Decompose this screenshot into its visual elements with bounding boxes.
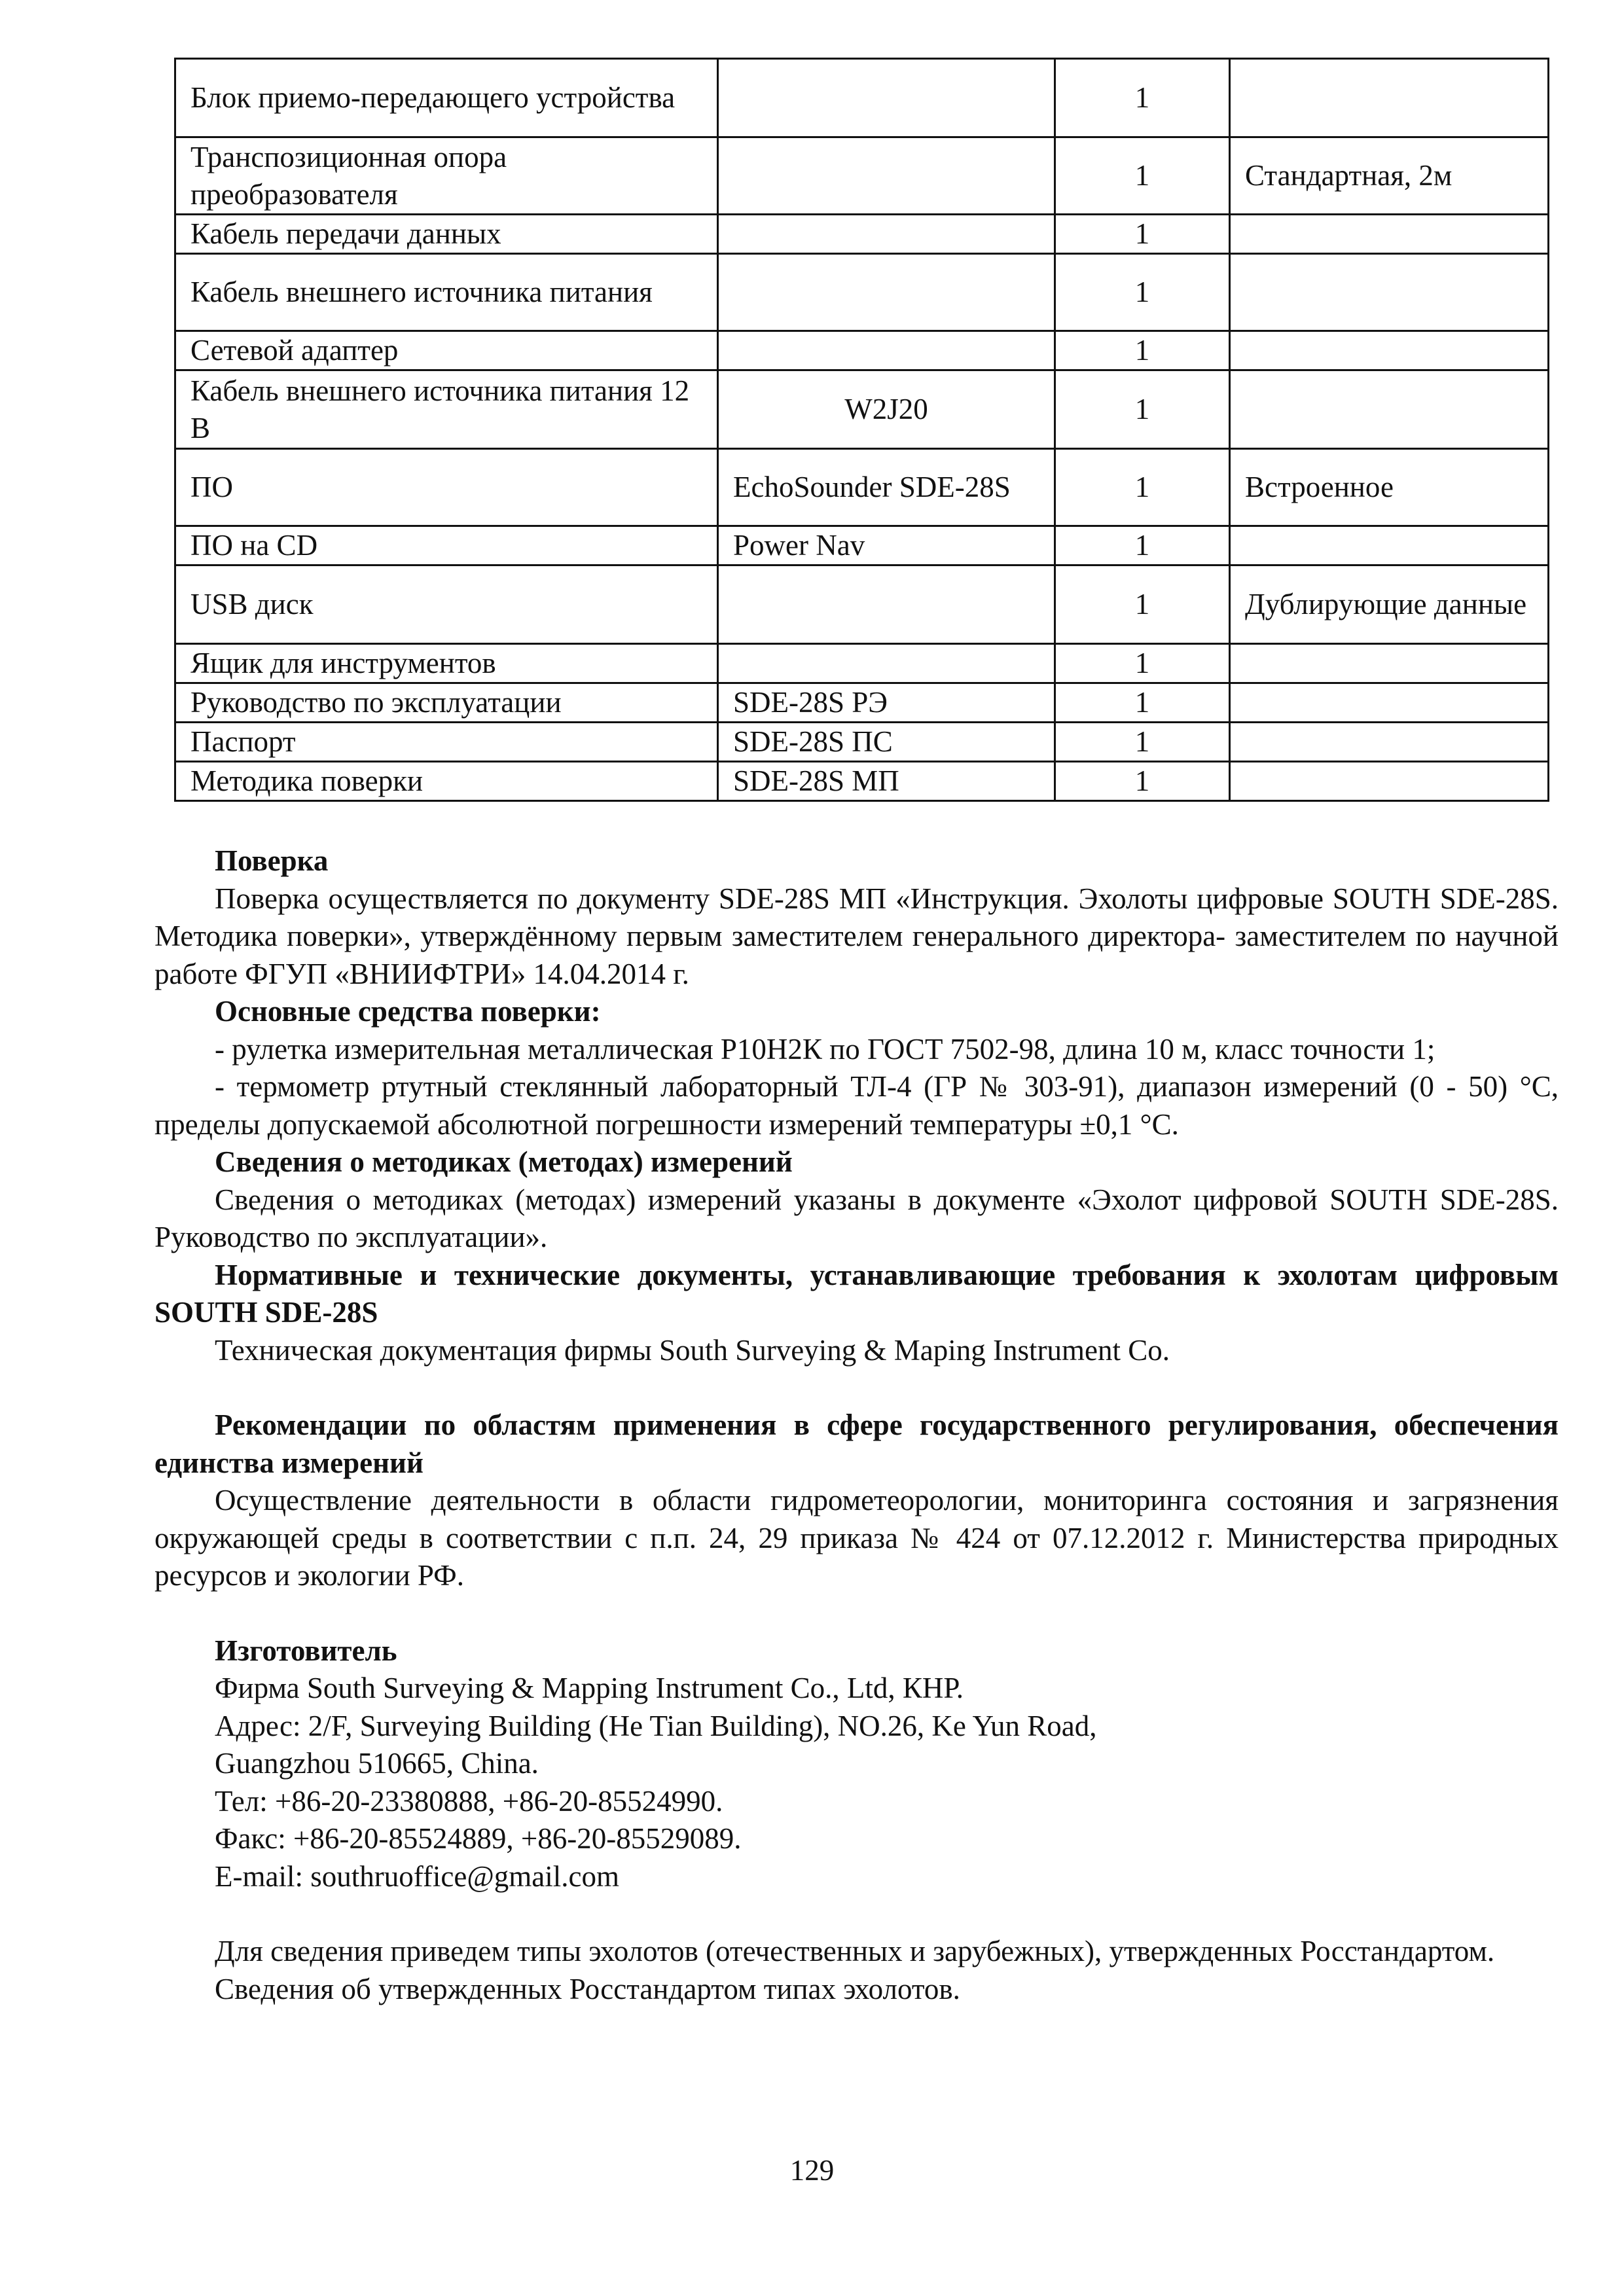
spacer bbox=[154, 1595, 1559, 1632]
item-designation bbox=[718, 254, 1055, 331]
item-name: Руководство по эксплуатации bbox=[175, 683, 718, 723]
item-note bbox=[1230, 370, 1549, 449]
item-designation: W2J20 bbox=[718, 370, 1055, 449]
item-name: Кабель внешнего источника питания 12 В bbox=[175, 370, 718, 449]
item-note bbox=[1230, 59, 1549, 137]
verification-means-item: - рулетка измерительная металлическая Р10Н2К по ГОСТ 7502-98, длина 10 м, класс точности 1; bbox=[215, 1032, 1435, 1066]
item-quantity: 1 bbox=[1055, 565, 1230, 644]
item-designation bbox=[718, 137, 1055, 215]
item-name: USB диск bbox=[175, 565, 718, 644]
item-quantity: 1 bbox=[1055, 683, 1230, 723]
item-designation bbox=[718, 644, 1055, 683]
item-quantity: 1 bbox=[1055, 723, 1230, 762]
equipment-table bbox=[174, 58, 1549, 802]
recommendations-heading: Рекомендации по областям применения в сфере государственного регулирования, обеспечения единства измерений bbox=[154, 1408, 1559, 1479]
table-row bbox=[175, 683, 1549, 723]
item-note bbox=[1230, 762, 1549, 801]
page-number: 129 bbox=[789, 2154, 835, 2187]
verification-text: Поверка осуществляется по документу SDE-28S МП «Инструкция. Эхолоты цифровые SOUTH SDE-28S. Методика поверки», утверждённому первым заместителем генерального директора- заместителем по научной работе ФГУП «ВНИИФТРИ» 14.04.2014 г. bbox=[154, 882, 1559, 990]
closing-paragraph: Сведения об утвержденных Росстандартом типах эхолотов. bbox=[215, 1972, 960, 2005]
spacer bbox=[154, 1369, 1559, 1407]
manufacturer-block bbox=[154, 1632, 1559, 1896]
manufacturer-company: Фирма South Surveying & Mapping Instrument Co., Ltd, КНР. bbox=[215, 1672, 964, 1704]
item-note bbox=[1230, 215, 1549, 254]
item-note bbox=[1230, 526, 1549, 565]
item-quantity: 1 bbox=[1055, 762, 1230, 801]
item-quantity: 1 bbox=[1055, 137, 1230, 215]
manufacturer-address: Guangzhou 510665, China. bbox=[215, 1747, 539, 1780]
item-name: ПО bbox=[175, 449, 718, 526]
manufacturer-fax: Факс: +86-20-85524889, +86-20-85529089. bbox=[215, 1822, 742, 1855]
item-quantity: 1 bbox=[1055, 644, 1230, 683]
item-designation: SDE-28S РЭ bbox=[718, 683, 1055, 723]
item-note: Встроенное bbox=[1230, 449, 1549, 526]
item-quantity: 1 bbox=[1055, 526, 1230, 565]
item-name: Ящик для инструментов bbox=[175, 644, 718, 683]
item-designation: SDE-28S ПС bbox=[718, 723, 1055, 762]
item-designation bbox=[718, 565, 1055, 644]
item-quantity: 1 bbox=[1055, 370, 1230, 449]
item-name: Блок приемо-передающего устройства bbox=[175, 59, 718, 137]
table-row bbox=[175, 370, 1549, 449]
verification-means-heading: Основные средства поверки: bbox=[215, 995, 601, 1028]
item-note bbox=[1230, 254, 1549, 331]
table-row bbox=[175, 137, 1549, 215]
item-quantity: 1 bbox=[1055, 331, 1230, 370]
manufacturer-heading: Изготовитель bbox=[215, 1634, 397, 1667]
item-name: ПО на CD bbox=[175, 526, 718, 565]
item-designation: Power Nav bbox=[718, 526, 1055, 565]
manufacturer-email: E-mail: southruoffice@gmail.com bbox=[215, 1859, 619, 1893]
item-designation bbox=[718, 331, 1055, 370]
table-row bbox=[175, 254, 1549, 331]
item-name: Кабель передачи данных bbox=[175, 215, 718, 254]
item-quantity: 1 bbox=[1055, 254, 1230, 331]
table-row bbox=[175, 59, 1549, 137]
item-quantity: 1 bbox=[1055, 59, 1230, 137]
manufacturer-phone: Тел: +86-20-23380888, +86-20-85524990. bbox=[215, 1784, 723, 1818]
table-row bbox=[175, 215, 1549, 254]
methods-heading: Сведения о методиках (методах) измерений bbox=[215, 1145, 793, 1178]
closing-paragraph: Для сведения приведем типы эхолотов (отечественных и зарубежных), утвержденных Росстандартом. bbox=[215, 1935, 1495, 1967]
item-note bbox=[1230, 723, 1549, 762]
recommendations-text: Осуществление деятельности в области гидрометеорологии, мониторинга состояния и загрязнения окружающей среды в соответствии с п.п. 24, 29 приказа № 424 от 07.12.2012 г. Министерства природных ресурсов и экологии РФ. bbox=[154, 1484, 1559, 1592]
spacer bbox=[154, 1895, 1559, 1933]
item-name: Паспорт bbox=[175, 723, 718, 762]
document-body bbox=[154, 842, 1559, 2008]
normative-heading: Нормативные и технические документы, устанавливающие требования к эхолотам цифровым SOUTH SDE-28S bbox=[154, 1258, 1559, 1329]
table-row bbox=[175, 526, 1549, 565]
item-name: Сетевой адаптер bbox=[175, 331, 718, 370]
item-name: Методика поверки bbox=[175, 762, 718, 801]
table-row bbox=[175, 644, 1549, 683]
normative-text: Техническая документация фирмы South Surveying & Maping Instrument Co. bbox=[215, 1333, 1170, 1367]
item-designation: SDE-28S МП bbox=[718, 762, 1055, 801]
item-note: Стандартная, 2м bbox=[1230, 137, 1549, 215]
item-note: Дублирующие данные bbox=[1230, 565, 1549, 644]
item-quantity: 1 bbox=[1055, 449, 1230, 526]
verification-means-item: - термометр ртутный стеклянный лабораторный ТЛ-4 (ГР № 303-91), диапазон измерений (0 - 50) °С, пределы допускаемой абсолютной погрешности измерений температуры ±0,1 °С. bbox=[154, 1070, 1559, 1141]
table-row bbox=[175, 723, 1549, 762]
table-row bbox=[175, 449, 1549, 526]
item-designation bbox=[718, 215, 1055, 254]
table-row bbox=[175, 762, 1549, 801]
table-row bbox=[175, 331, 1549, 370]
methods-text: Сведения о методиках (методах) измерений указаны в документе «Эхолот цифровой SOUTH SDE-28S. Руководство по эксплуатации». bbox=[154, 1183, 1559, 1253]
verification-heading: Поверка bbox=[215, 844, 329, 877]
page-content bbox=[154, 58, 1559, 2008]
item-note bbox=[1230, 331, 1549, 370]
item-name: Транспозиционная опора преобразователя bbox=[175, 137, 718, 215]
item-designation: EchoSounder SDE-28S bbox=[718, 449, 1055, 526]
item-designation bbox=[718, 59, 1055, 137]
table-row bbox=[175, 565, 1549, 644]
item-quantity: 1 bbox=[1055, 215, 1230, 254]
manufacturer-address: Адрес: 2/F, Surveying Building (He Tian Building), NO.26, Ke Yun Road, bbox=[215, 1709, 1097, 1742]
item-note bbox=[1230, 683, 1549, 723]
item-name: Кабель внешнего источника питания bbox=[175, 254, 718, 331]
item-note bbox=[1230, 644, 1549, 683]
